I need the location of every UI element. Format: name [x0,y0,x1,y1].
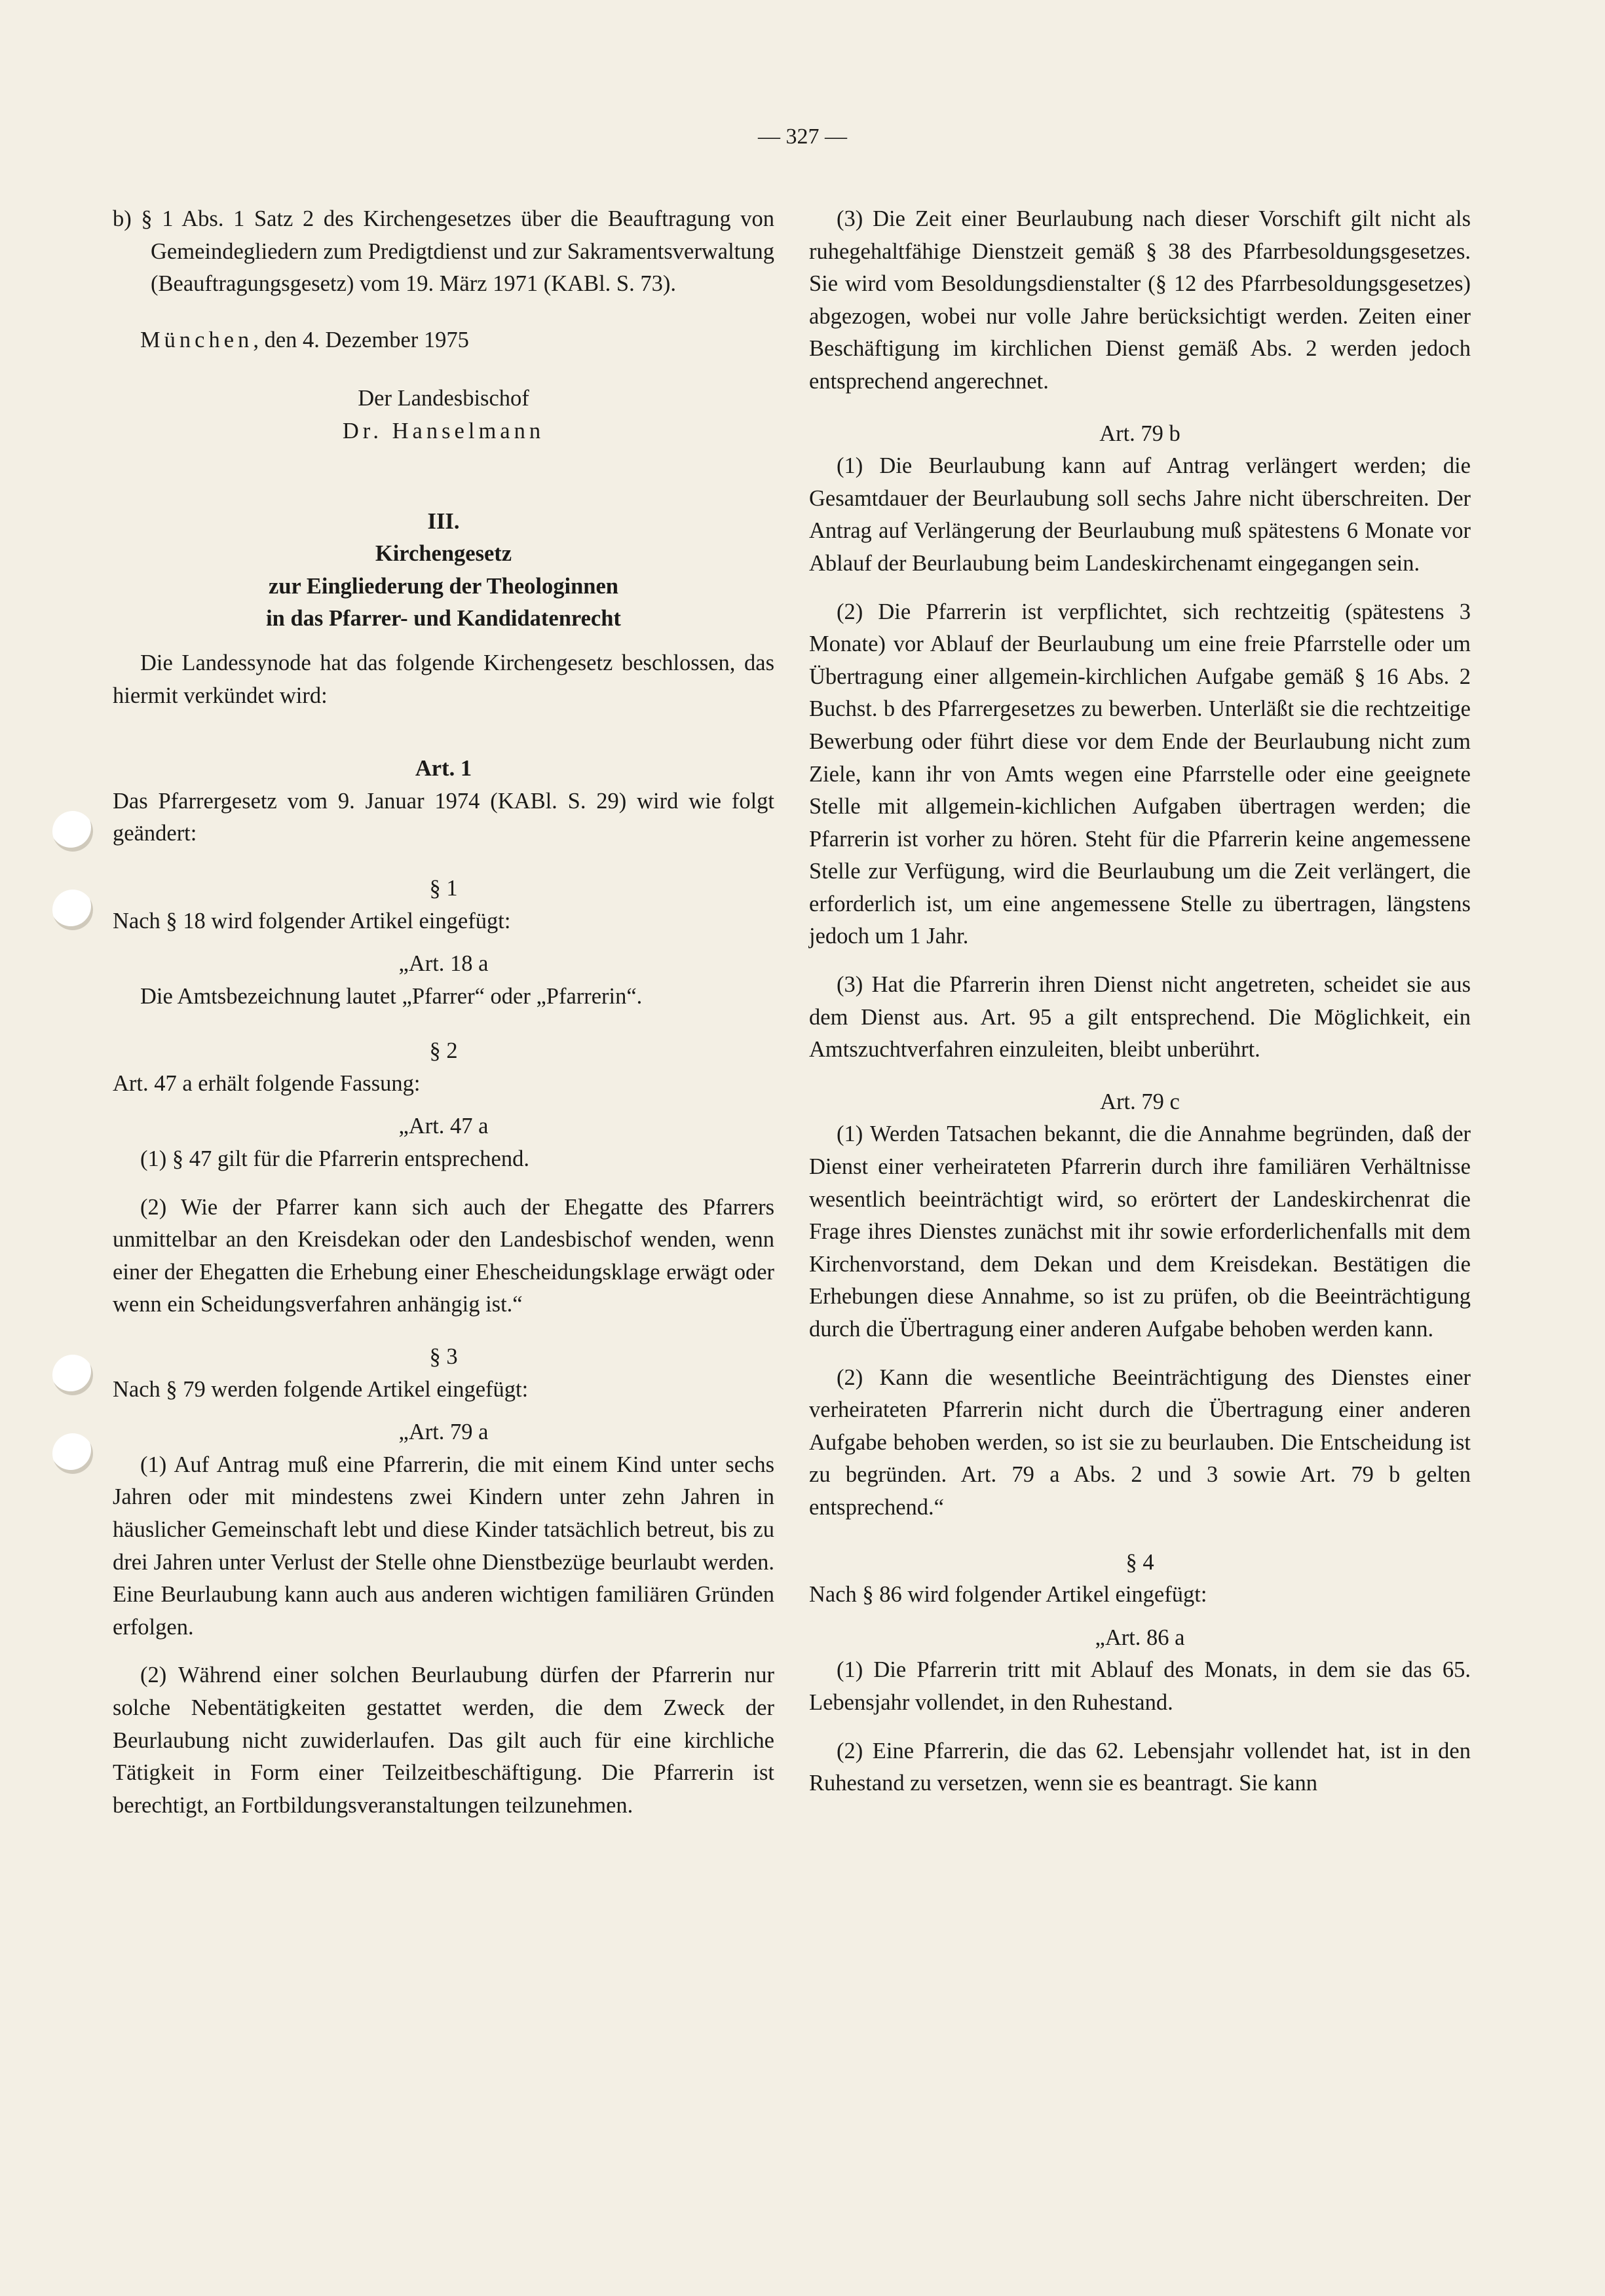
paragraph-3-text: Nach § 79 werden folgende Artikel eingefügt: [113,1376,529,1402]
art18a-text: Die Amtsbezeichnung lautet „Pfarrer“ oder „Pfarrerin“. [140,983,643,1009]
punch-hole-2 [52,890,93,930]
art79a-paragraph-1: (1) Auf Antrag muß eine Pfarrerin, die mit einem Kind unter sechs Jahren oder mit mindestens zwei Kindern unter zehn Jahren in häuslicher Gemeinschaft lebt und diese Kinder tatsächlich betreut, bis zu drei Jahren unter Verlust der Stelle ohne Dienstbezüge beurlaubt werden. Eine Beurlaubung kann auch aus anderen wichtigen familiären Gründen erfolgen. [113,1452,774,1640]
paragraph-2-text: Art. 47 a erhält folgende Fassung: [113,1070,421,1096]
paragraph-4-heading: § 4 [1125,1549,1154,1575]
art79c-paragraph-2: (2) Kann die wesentliche Beeinträchtigung des Dienstes einer verheirateten Pfarrerin nicht durch die Übertragung einer anderen Aufgabe behoben werden, so ist sie zu beurlauben. Die Entscheidung ist zu begründen. Art. 79 a Abs. 2 und 3 sowie Art. 79 b gelten entsprechend.“ [809,1364,1471,1520]
punch-hole-3 [52,1355,93,1395]
art47a-heading: „Art. 47 a [398,1114,489,1139]
paragraph-2-heading: § 2 [429,1038,458,1064]
punch-hole-4 [52,1433,93,1474]
section-title-line-1: Kirchengesetz [375,541,512,567]
art86a-paragraph-2: (2) Eine Pfarrerin, die das 62. Lebensjahr vollendet hat, ist in den Ruhestand zu versetzen, wenn sie es beantragt. Sie kann [809,1738,1471,1796]
paragraph-3-heading: § 3 [429,1344,458,1370]
art79b-paragraph-2: (2) Die Pfarrerin ist verpflichtet, sich rechtzeitig (spätestens 3 Monate) vor Ablauf der Beurlaubung um eine freie Pfarrstelle oder um Übertragung einer allgemein-kirchlichen Aufgabe gemäß § 16 Abs. 2 Buchst. b des Pfarrergesetzes zu bewerben. Unterläßt sie die rechtzeitige Bewerbung oder führt diese vor dem Ende der Beurlaubung nicht zum Ziele, kann ihr von Amts wegen eine Pfarrstelle oder eine geeignete Stelle mit allgemein-kichlichen Aufgaben übertragen werden; die Pfarrerin ist vorher zu hören. Steht für die Pfarrerin keine angemessene Stelle zur Verfügung, wird die Beurlaubung um die Zeit verlängert, die erforderlich ist, um eine angemessene Stelle zu übertragen, längstens jedoch um 1 Jahr. [809,599,1471,949]
art1-text: Das Pfarrergesetz vom 9. Januar 1974 (KABl. S. 29) wird wie folgt geändert: [113,788,774,846]
art47a-paragraph-2: (2) Wie der Pfarrer kann sich auch der Ehegatte des Pfarrers unmittelbar an den Kreisdekan oder den Landesbischof wenden, wenn einer der Ehegatten die Erhebung einer Ehescheidungsklage erwägt oder wenn ein Scheidungsverfahren anhängig ist.“ [113,1194,774,1317]
left-column [113,203,774,1822]
section-number: III. [427,508,460,534]
signer-title: Der Landesbischof [358,386,529,411]
paragraph-4-text: Nach § 86 wird folgender Artikel eingefügt: [809,1582,1207,1608]
art79a-heading: „Art. 79 a [398,1420,489,1445]
item-b-paragraph: b) § 1 Abs. 1 Satz 2 des Kirchengesetzes über die Beauftragung von Gemeindegliedern zum Predigtdienst und zur Sakramentsverwaltung (Beauftragungsgesetz) vom 19. März 1971 (KABl. S. 73). [113,206,774,297]
section-title-line-2: zur Eingliederung der Theologinnen [269,573,618,599]
art18a-heading: „Art. 18 a [398,951,489,977]
art86a-paragraph-1: (1) Die Pfarrerin tritt mit Ablauf des Monats, in dem sie das 65. Lebensjahr vollendet, in den Ruhestand. [809,1657,1471,1715]
art79a-paragraph-3: (3) Die Zeit einer Beurlaubung nach dieser Vorschift gilt nicht als ruhegehaltfähige Dienstzeit gemäß § 38 des Pfarrbesoldungsgesetzes. Sie wird vom Besoldungsdienstalter (§ 12 des Pfarrbesoldungsgesetzes) abgezogen, wobei nur volle Jahre berücksichtigt werden. Zeiten einer Beschäftigung im kirchlichen Dienst gemäß Abs. 2 werden jedoch entsprechend angerechnet. [809,206,1471,394]
art79a-paragraph-2: (2) Während einer solchen Beurlaubung dürfen der Pfarrerin nur solche Nebentätigkeiten gestattet werden, die dem Zweck der Beurlaubung nicht zuwiderlaufen. Das gilt auch für eine kirchliche Tätigkeit in Form einer Teilzeitbeschäftigung. Die Pfarrerin ist berechtigt, an Fortbildungsveranstaltungen teilzunehmen. [113,1663,774,1818]
art86a-heading: „Art. 86 a [1095,1625,1185,1650]
place-date-line [113,324,774,357]
art79b-paragraph-3: (3) Hat die Pfarrerin ihren Dienst nicht angetreten, scheidet sie aus dem Dienst aus. Art. 95 a gilt entsprechend. Die Möglichkeit, ein Amtszuchtverfahren einzuleiten, bleibt unberührt. [809,972,1471,1063]
place-city: München [140,327,254,352]
art1-heading: Art. 1 [415,756,472,781]
art79b-paragraph-1: (1) Die Beurlaubung kann auf Antrag verlängert werden; die Gesamtdauer der Beurlaubung soll sechs Jahre nicht überschreiten. Der Antrag auf Verlängerung der Beurlaubung muß spätestens 6 Monate vor Ablauf der Beurlaubung beim Landeskirchenamt eingegangen sein. [809,453,1471,576]
punch-hole-1 [52,811,93,852]
paragraph-1-text: Nach § 18 wird folgender Artikel eingefügt: [113,908,511,933]
place-date: , den 4. Dezember 1975 [253,327,469,352]
art47a-paragraph-1: (1) § 47 gilt für die Pfarrerin entsprechend. [140,1146,529,1172]
art79c-heading: Art. 79 c [1100,1089,1180,1114]
art79c-paragraph-1: (1) Werden Tatsachen bekannt, die die Annahme begründen, daß der Dienst einer verheirateten Pfarrerin durch ihre familiären Verhältnisse wesentlich beeinträchtigt wird, so erörtert der Landeskirchenrat die Frage ihres Dienstes zunächst mit ihr sowie erforderlichenfalls mit dem Kirchenvorstand, dem Dekan und dem Kreisdekan. Bestätigen die Erhebungen diese Annahme, so ist zu prüfen, ob die Beeinträchtigung durch die Übertragung einer anderen Aufgabe behoben werden kann. [809,1121,1471,1342]
page-number: — 327 — [758,124,847,149]
intro-paragraph: Die Landessynode hat das folgende Kirchengesetz beschlossen, das hiermit verkündet wird: [113,650,774,708]
signer-name: Dr. Hanselmann [342,418,545,443]
art79b-heading: Art. 79 b [1099,421,1180,446]
paragraph-1-heading: § 1 [429,875,458,901]
section-title-line-3: in das Pfarrer- und Kandidatenrecht [266,606,621,631]
right-column [809,203,1471,1800]
